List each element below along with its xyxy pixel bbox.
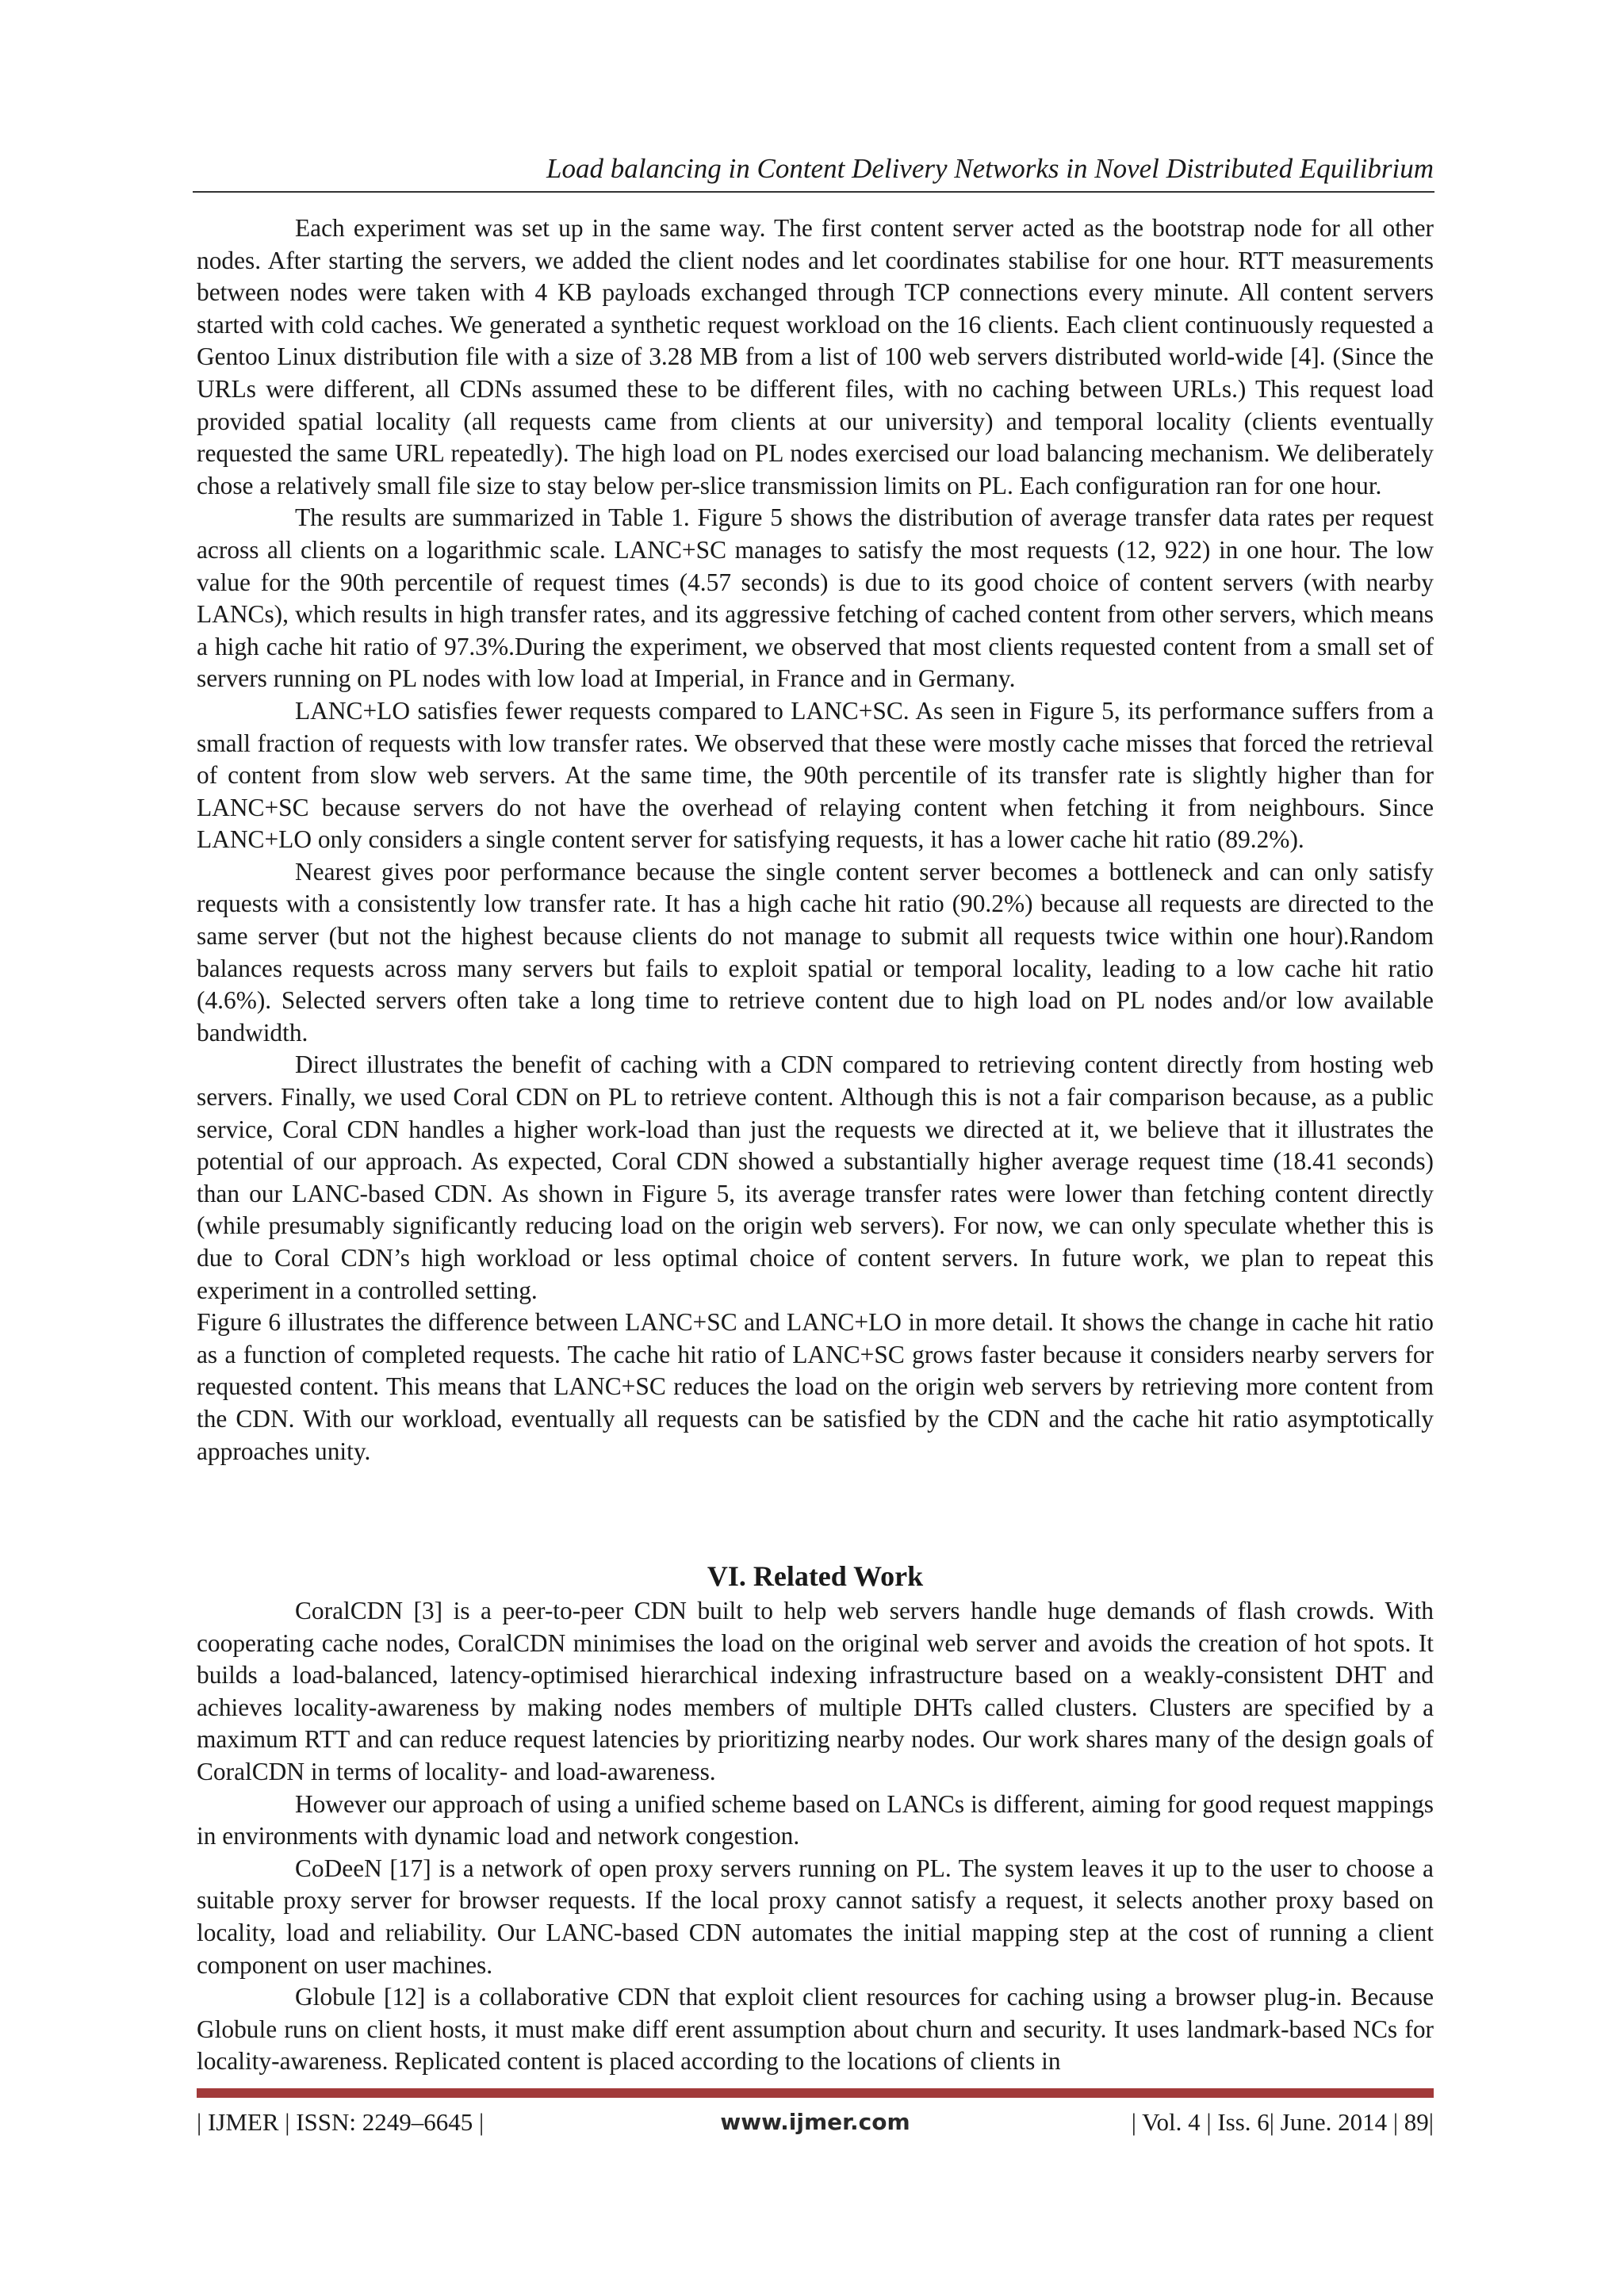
related-work-text: [197, 1595, 1434, 2078]
paragraph-globule: Globule [12] is a collaborative CDN that exploit client resources for caching using a browser plug-in. Because Globule runs on client hosts, it must make diff erent assumption about churn and security. It uses landmark-based NCs for locality-awareness. Replicated content is placed according to the locations of clients in: [197, 1983, 1434, 2076]
footer-website-link[interactable]: www.ijmer.com: [720, 2109, 910, 2135]
page-footer: [197, 2105, 1434, 2140]
paragraph-experiment-setup: Each experiment was set up in the same way. The first content server acted as the bootstrap node for all other nodes. After starting the servers, we added the client nodes and let coordinates stabilise for one hour. RTT measurements between nodes were taken with 4 KB payloads exchanged through TCP connections every minute. All content servers started with cold caches. We generated a synthetic request workload on the 16 clients. Each client continuously requested a Gentoo Linux distribution file with a size of 3.28 MB from a list of 100 web servers distributed world-wide [4]. (Since the URLs were different, all CDNs assumed these to be different files, with no caching between URLs.) This request load provided spatial locality (all requests came from clients at our university) and temporal locality (clients eventually requested the same URL repeatedly). The high load on PL nodes exercised our load balancing mechanism. We deliberately chose a relatively small file size to stay below per-slice transmission limits on PL. Each configuration ran for one hour.: [197, 214, 1434, 499]
header-rule: [193, 191, 1434, 193]
paragraph-results-summary: The results are summarized in Table 1. Figure 5 shows the distribution of average transfer data rates per request across all clients on a logarithmic scale. LANC+SC manages to satisfy the most requests (12, 922) in one hour. The low value for the 90th percentile of request times (4.57 seconds) is due to its good choice of content servers (with nearby LANCs), which results in high transfer rates, and its aggressive fetching of cached content from other servers, which means a high cache hit ratio of 97.3%.During the experiment, we observed that most clients requested content from a small set of servers running on PL nodes with low load at Imperial, in France and in Germany.: [197, 503, 1434, 693]
paragraph-coralcdn: CoralCDN [3] is a peer-to-peer CDN built to help web servers handle huge demands of flash crowds. With cooperating cache nodes, CoralCDN minimises the load on the original web server and avoids the creation of hot spots. It builds a load-balanced, latency-optimised hierarchical indexing infrastructure based on a weakly-consistent DHT and achieves locality-awareness by making nodes members of multiple DHTs called clusters. Clusters are specified by a maximum RTT and can reduce request latencies by prioritizing nearby nodes. Our work shares many of the design goals of CoralCDN in terms of locality- and load-awareness.: [197, 1597, 1434, 1785]
paragraph-unified-scheme: However our approach of using a unified scheme based on LANCs is different, aiming for good request mappings in environments with dynamic load and network congestion.: [197, 1789, 1434, 1850]
paragraph-lanc-lo: LANC+LO satisfies fewer requests compared to LANC+SC. As seen in Figure 5, its performance suffers from a small fraction of requests with low transfer rates. We observed that these were mostly cache misses that forced the retrieval of content from slow web servers. At the same time, the 90th percentile of its transfer rate is slightly higher than for LANC+SC because servers do not have the overhead of relaying content when fetching it from neighbours. Since LANC+LO only considers a single content server for satisfying requests, it has a lower cache hit ratio (89.2%).: [197, 696, 1434, 854]
paragraph-figure-6: Figure 6 illustrates the difference between LANC+SC and LANC+LO in more detail. It shows the change in cache hit ratio as a function of completed requests. The cache hit ratio of LANC+SC grows faster because it considers nearby servers for requested content. This means that LANC+SC reduces the load on the origin web servers by retrieving more content from the CDN. With our workload, eventually all requests can be satisfied by the CDN and the cache hit ratio asymptotically approaches unity.: [197, 1308, 1434, 1465]
footer-rule: [197, 2088, 1434, 2098]
paragraph-codeen: CoDeeN [17] is a network of open proxy servers running on PL. The system leaves it up to the user to choose a suitable proxy server for browser requests. If the local proxy cannot satisfy a request, it selects another proxy based on locality, load and reliability. Our LANC-based CDN automates the initial mapping step at the cost of running a client component on user machines.: [197, 1854, 1434, 1979]
footer-volume-page: | Vol. 4 | Iss. 6| June. 2014 | 89|: [1131, 2108, 1434, 2136]
footer-journal-info: | IJMER | ISSN: 2249–6645 |: [197, 2108, 485, 2136]
section-heading-related-work: VI. Related Work: [707, 1560, 924, 1592]
running-header: Load balancing in Content Delivery Networks in Novel Distributed Equilibrium: [546, 153, 1434, 184]
body-text: [197, 212, 1434, 1468]
paragraph-direct-coral: Direct illustrates the benefit of caching with a CDN compared to retrieving content directly from hosting web servers. Finally, we used Coral CDN on PL to retrieve content. Although this is not a fair comparison because, as a public service, Coral CDN handles a higher work-load than just the requests we directed at it, we believe that it illustrates the potential of our approach. As expected, Coral CDN showed a substantially higher average request time (18.41 seconds) than our LANC-based CDN. As shown in Figure 5, its average transfer rates were lower than fetching content directly (while presumably significantly reducing load on the origin web servers). For now, we can only speculate whether this is due to Coral CDN’s high workload or less optimal choice of content servers. In future work, we plan to repeat this experiment in a controlled setting.: [197, 1050, 1434, 1304]
paragraph-nearest-random: Nearest gives poor performance because the single content server becomes a bottleneck and can only satisfy requests with a consistently low transfer rate. It has a high cache hit ratio (90.2%) because all requests are directed to the same server (but not the highest because clients do not manage to submit all requests twice within one hour).Random balances requests across many servers but fails to exploit spatial or temporal locality, leading to a low cache hit ratio (4.6%). Selected servers often take a long time to retrieve content due to high load on PL nodes and/or low available bandwidth.: [197, 857, 1434, 1047]
